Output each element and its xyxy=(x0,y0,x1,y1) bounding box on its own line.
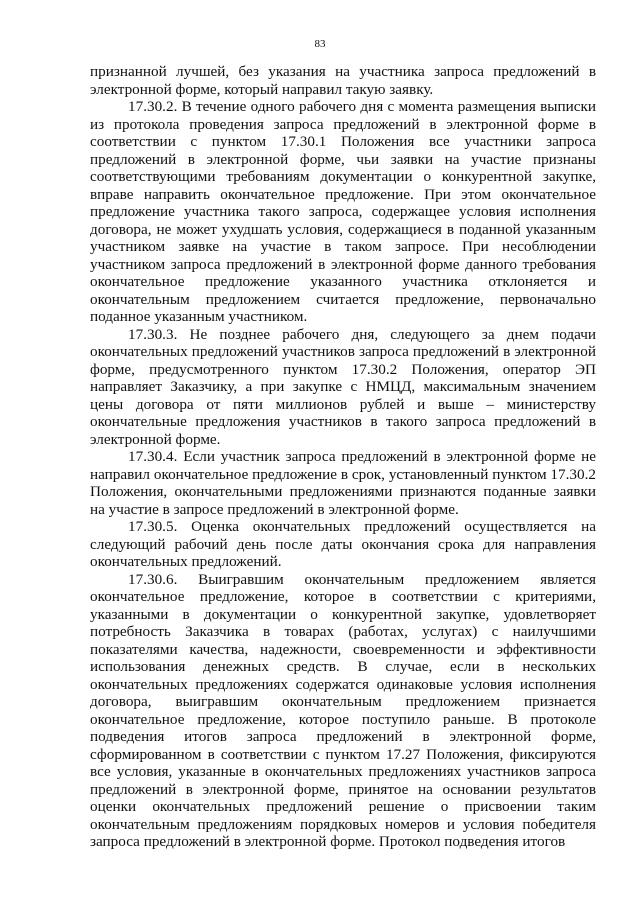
paragraph-17-30-3: 17.30.3. Не позднее рабочего дня, следующего за днем подачи окончательных предложений участников запроса предложений в электронной форме, предусмотренного пунктом 17.30.2 Положения, оператор ЭП направляет Заказчику, а при закупке с НМЦД, максимальным значением цены договора от пяти миллионов рублей и выше – министерству окончательные предложения участников в такого запроса предложений в электронной форме. xyxy=(90,325,596,448)
page-number: 83 xyxy=(314,38,326,50)
paragraph-17-30-2: 17.30.2. В течение одного рабочего дня с момента размещения выписки из протокола проведения запроса предложений в электронной форме в соответствии с пунктом 17.30.1 Положения все участники запроса предложений в электронной форме, чьи заявки на участие признаны соответствующими требованиям документации о конкурентной закупке, вправе направить окончательное предложение. При этом окончательное предложение участника такого запроса, содержащее условия исполнения договора, не может ухудшать условия, содержащиеся в поданной указанным участником заявке на участие в таком запросе. При несоблюдении участником запроса предложений в электронной форме данного требования окончательное предложение указанного участника отклоняется и окончательным предложением считается предложение, первоначально поданное указанным участником. xyxy=(90,98,596,325)
paragraph-17-30-6: 17.30.6. Выигравшим окончательным предложением является окончательное предложение, которое в соответствии с критериями, указанными в документации о конкурентной закупке, удовлетворяет потребность Заказчика в товарах (работах, услугах) с наилучшими показателями качества, надежности, своевременности и эффективности использования денежных средств. В случае, если в нескольких окончательных предложениях содержатся одинаковые условия исполнения договора, выигравшим окончательным предложением признается окончательное предложение, которое поступило раньше. В протоколе подведения итогов запроса предложений в электронной форме, сформированном в соответствии с пунктом 17.27 Положения, фиксируются все условия, указанные в окончательных предложениях участников запроса предложений в электронной форме, принятое на основании результатов оценки окончательных предложений решение о присвоении таким окончательным предложениям порядковых номеров и условия победителя запроса предложений в электронной форме. Протокол подведения итогов xyxy=(90,570,596,850)
paragraph-17-30-4: 17.30.4. Если участник запроса предложений в электронной форме не направил окончательное предложение в срок, установленный пунктом 17.30.2 Положения, окончательными предложениями признаются поданные заявки на участие в запросе предложений в электронной форме. xyxy=(90,448,596,518)
paragraph-17-30-5: 17.30.5. Оценка окончательных предложений осуществляется на следующий рабочий день после даты окончания срока для направления окончательных предложений. xyxy=(90,518,596,570)
document-body xyxy=(90,63,596,851)
paragraph-continuation: признанной лучшей, без указания на участника запроса предложений в электронной форме, который направил такую заявку. xyxy=(90,63,596,98)
